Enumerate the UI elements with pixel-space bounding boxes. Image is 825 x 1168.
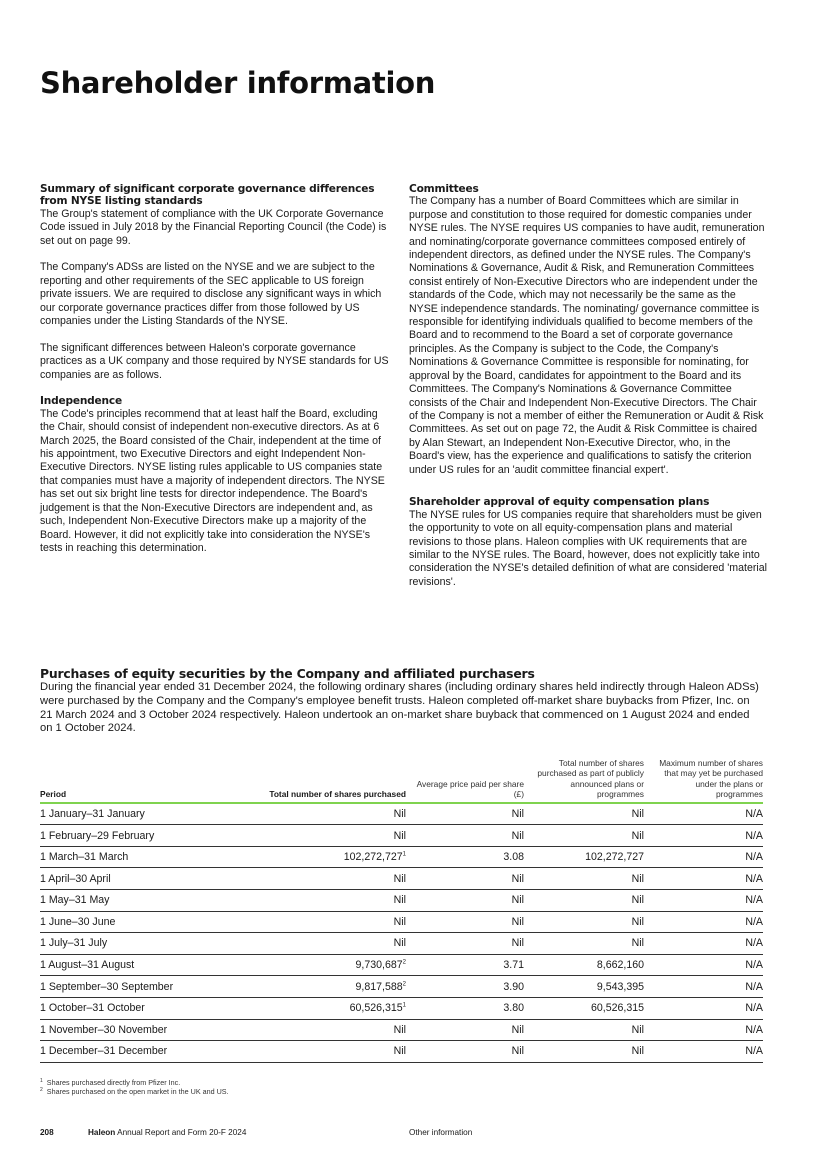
purchases-intro: During the financial year ended 31 December 2024, the following ordinary shares (including ordinary shares held indirectly through Haleon ADSs) were purchased by the Company and the Company's employee benefit trusts. Haleon completed off-market share buybacks from Pfizer, Inc. on 21 March 2024 and 3 October 2024 respectively. Haleon undertook an on-market share buyback that commenced on 1 August 2024 and ended on 1 October 2024. xyxy=(40,681,759,735)
cell-period xyxy=(40,803,240,825)
left-column xyxy=(40,183,395,569)
independence-heading: Independence xyxy=(40,395,122,408)
cell-total-shares xyxy=(240,976,410,998)
cell-plan-shares-value: Nil xyxy=(631,1023,644,1036)
footnote-marker: 1 xyxy=(40,1077,43,1084)
cell-maximum-shares xyxy=(648,825,763,847)
cell-period xyxy=(40,1019,240,1041)
cell-period xyxy=(40,890,240,912)
cell-period xyxy=(40,846,240,868)
cell-maximum-shares-value: N/A xyxy=(745,937,763,950)
cell-average-price xyxy=(410,1019,528,1041)
purchases-section xyxy=(40,667,763,736)
cell-period-value: 1 March–31 March xyxy=(40,851,129,864)
cell-total-shares-value: 60,526,315 xyxy=(349,1002,403,1015)
cell-maximum-shares xyxy=(648,868,763,890)
cell-average-price xyxy=(410,954,528,976)
cell-period xyxy=(40,825,240,847)
cell-total-shares xyxy=(240,803,410,825)
cell-total-shares xyxy=(240,890,410,912)
cell-maximum-shares-value: N/A xyxy=(745,894,763,907)
cell-plan-shares-value: 60,526,315 xyxy=(590,1002,644,1015)
cell-period xyxy=(40,997,240,1019)
cell-maximum-shares-value: N/A xyxy=(745,807,763,820)
cell-plan-shares xyxy=(528,846,648,868)
cell-period-value: 1 October–31 October xyxy=(40,1002,145,1015)
header-average-price: Average price paid per share (£) xyxy=(410,758,528,803)
cell-average-price xyxy=(410,933,528,955)
cell-maximum-shares-value: N/A xyxy=(745,959,763,972)
table-row xyxy=(40,1019,763,1041)
footnote xyxy=(40,1087,229,1096)
table-header-row xyxy=(40,758,763,803)
cell-plan-shares xyxy=(528,933,648,955)
cell-average-price-value: 3.71 xyxy=(503,959,524,972)
cell-average-price xyxy=(410,868,528,890)
cell-maximum-shares xyxy=(648,1019,763,1041)
cell-total-shares xyxy=(240,825,410,847)
footnote xyxy=(40,1078,229,1087)
cell-plan-shares xyxy=(528,954,648,976)
table-row xyxy=(40,890,763,912)
cell-period xyxy=(40,976,240,998)
footer-report-title xyxy=(88,1128,246,1137)
header-period: Period xyxy=(40,758,240,803)
cell-plan-shares xyxy=(528,825,648,847)
cell-maximum-shares xyxy=(648,803,763,825)
cell-maximum-shares xyxy=(648,997,763,1019)
cell-period xyxy=(40,868,240,890)
table-row xyxy=(40,1041,763,1063)
cell-total-shares xyxy=(240,933,410,955)
footer-report-name: Annual Report and Form 20-F 2024 xyxy=(117,1128,247,1137)
summary-paragraph: The Group's statement of compliance with the UK Corporate Governance Code issued in July 2018 by the Financial Reporting Council (the Code) is set out on page 99. xyxy=(40,207,387,247)
cell-plan-shares-value: Nil xyxy=(631,915,644,928)
independence-text: The Code's principles recommend that at least half the Board, excluding the Chair, should consist of independent non-executive directors. As at 6 March 2025, the Board consisted of the Chair, independent at the time of his appointment, two Executive Directors and eight Independent Non-Executive Directors. NYSE listing rules applicable to US companies state that companies must have a majority of independent directors. The NYSE has set out six bright line tests for director independence. The Board's judgement is that the Non-Executive Directors are independent and, as such, Independent Non-Executive Directors make up a majority of the Board. However, it did not explicitly take into consideration the NYSE's tests in reaching this determination. xyxy=(40,407,385,554)
cell-plan-shares xyxy=(528,1041,648,1063)
cell-total-shares xyxy=(240,954,410,976)
cell-plan-shares-value: Nil xyxy=(631,1045,644,1058)
cell-average-price-value: Nil xyxy=(511,829,524,842)
summary-paragraph: The Company's ADSs are listed on the NYSE and we are subject to the reporting and other requirements of the SEC applicable to US foreign private issuers. We are required to disclose any significant ways in which our corporate governance practices differ from those followed by US companies under the Listing Standards of the NYSE. xyxy=(40,261,382,328)
header-total-shares: Total number of shares purchased xyxy=(240,758,410,803)
table-row xyxy=(40,911,763,933)
committees-heading: Committees xyxy=(409,183,479,195)
cell-maximum-shares xyxy=(648,976,763,998)
cell-average-price xyxy=(410,1041,528,1063)
cell-plan-shares-value: Nil xyxy=(631,829,644,842)
header-maximum-shares: Maximum number of shares that may yet be purchased under the plans or programmes xyxy=(648,758,763,803)
cell-maximum-shares xyxy=(648,1041,763,1063)
cell-average-price-value: Nil xyxy=(511,894,524,907)
cell-average-price xyxy=(410,997,528,1019)
footnotes xyxy=(40,1078,229,1096)
cell-average-price xyxy=(410,803,528,825)
page-number: 208 xyxy=(40,1128,54,1137)
cell-plan-shares xyxy=(528,976,648,998)
page-title: Shareholder information xyxy=(40,66,436,100)
table-row xyxy=(40,868,763,890)
cell-maximum-shares-value: N/A xyxy=(745,1045,763,1058)
cell-period-value: 1 August–31 August xyxy=(40,959,135,972)
footer-brand: Haleon xyxy=(88,1128,116,1137)
cell-plan-shares xyxy=(528,868,648,890)
cell-average-price-value: 3.90 xyxy=(503,980,524,993)
cell-plan-shares-value: Nil xyxy=(631,937,644,950)
cell-total-shares xyxy=(240,911,410,933)
cell-plan-shares-value: 102,272,727 xyxy=(585,851,644,864)
cell-total-shares-value: 9,817,588 xyxy=(355,980,403,993)
cell-average-price xyxy=(410,890,528,912)
table-body xyxy=(40,803,763,1063)
footnote-marker: 2 xyxy=(40,1086,43,1093)
table-row xyxy=(40,997,763,1019)
cell-average-price-value: Nil xyxy=(511,937,524,950)
cell-period xyxy=(40,933,240,955)
cell-period-value: 1 June–30 June xyxy=(40,915,116,928)
cell-period-value: 1 July–31 July xyxy=(40,937,108,950)
footer-section: Other information xyxy=(409,1128,473,1137)
cell-average-price-value: 3.80 xyxy=(503,1002,524,1015)
share-purchases-table xyxy=(40,758,763,1063)
footnote-reference: 2 xyxy=(402,959,406,966)
equity-plans-text: The NYSE rules for US companies require that shareholders must be given the opportunity to vote on all equity-compensation plans and material revisions to those plans. Haleon complies with UK requirements that are similar to the NYSE rules. The Board, however, does not explicitly take into consideration the NYSE's detailed definition of what are considered 'material revisions'. xyxy=(409,508,767,588)
cell-maximum-shares xyxy=(648,933,763,955)
table-row xyxy=(40,803,763,825)
cell-total-shares xyxy=(240,868,410,890)
cell-plan-shares xyxy=(528,997,648,1019)
cell-maximum-shares xyxy=(648,911,763,933)
cell-total-shares-value: Nil xyxy=(393,937,406,950)
cell-period-value: 1 November–30 November xyxy=(40,1023,168,1036)
cell-maximum-shares-value: N/A xyxy=(745,829,763,842)
footnote-text: Shares purchased on the open market in the UK and US. xyxy=(46,1087,229,1097)
cell-average-price-value: Nil xyxy=(511,915,524,928)
cell-plan-shares xyxy=(528,911,648,933)
cell-average-price xyxy=(410,846,528,868)
summary-heading: Summary of significant corporate governance differences from NYSE listing standards xyxy=(40,183,375,208)
footnote-text: Shares purchased directly from Pfizer Inc. xyxy=(46,1078,181,1087)
cell-maximum-shares-value: N/A xyxy=(745,915,763,928)
cell-average-price xyxy=(410,825,528,847)
cell-period-value: 1 February–29 February xyxy=(40,829,155,842)
committees-text: The Company has a number of Board Committees which are similar in purpose and constitution to those required for domestic companies under NYSE rules. The NYSE requires US companies to have audit, remuneration and nominating/corporate governance committees composed entirely of independent directors, as defined under the NYSE rules. The Company's Nominations & Governance, Audit & Risk, and Remuneration Committees consist entirely of Non-Executive Directors who are independent under the standards of the Code, which may not necessarily be the same as the NYSE independence standards. The nominating/ governance committee is responsible for identifying individuals qualified to become members of the Board and to recommend to the Board a set of corporate governance principles. As the Company is subject to the Code, the Company's Nominations & Governance Committee is responsible for nominating, for approval by the Board, candidates for appointment to the Board and its Committees. The Company's Nominations & Governance Committee consists of the Chair and Independent Non-Executive Directors. The Chair of the Company is not a member of either the Remuneration or Audit & Risk Committees. As set out on page 72, the Audit & Risk Committee is chaired by Alan Stewart, an Independent Non-Executive Director, who, in the Board's view, has the experience and qualifications to satisfy the criterion under US rules for an 'audit committee financial expert'. xyxy=(409,195,765,476)
equity-plans-heading: Shareholder approval of equity compensation plans xyxy=(409,496,710,509)
cell-total-shares xyxy=(240,846,410,868)
cell-plan-shares xyxy=(528,890,648,912)
cell-total-shares xyxy=(240,1019,410,1041)
footnote-reference: 2 xyxy=(402,981,406,988)
cell-total-shares-value: Nil xyxy=(393,1023,406,1036)
purchases-heading: Purchases of equity securities by the Company and affiliated purchasers xyxy=(40,666,535,681)
header-plan-shares: Total number of shares purchased as part of publicly announced plans or programmes xyxy=(528,758,648,803)
cell-total-shares-value: Nil xyxy=(393,872,406,885)
cell-total-shares-value: Nil xyxy=(393,1045,406,1058)
cell-period-value: 1 December–31 December xyxy=(40,1045,168,1058)
cell-total-shares xyxy=(240,997,410,1019)
cell-maximum-shares-value: N/A xyxy=(745,851,763,864)
cell-average-price-value: Nil xyxy=(511,872,524,885)
table-row xyxy=(40,976,763,998)
cell-total-shares-value: Nil xyxy=(393,829,406,842)
cell-average-price-value: Nil xyxy=(511,1045,524,1058)
cell-maximum-shares xyxy=(648,890,763,912)
cell-total-shares-value: Nil xyxy=(393,807,406,820)
cell-total-shares-value: 9,730,687 xyxy=(355,959,403,972)
cell-total-shares-value: Nil xyxy=(393,915,406,928)
table-row xyxy=(40,933,763,955)
cell-maximum-shares xyxy=(648,954,763,976)
cell-period-value: 1 September–30 September xyxy=(40,980,174,993)
cell-average-price-value: Nil xyxy=(511,807,524,820)
cell-plan-shares-value: Nil xyxy=(631,872,644,885)
cell-period-value: 1 January–31 January xyxy=(40,807,145,820)
footnote-reference: 1 xyxy=(402,1002,406,1009)
cell-plan-shares-value: Nil xyxy=(631,807,644,820)
table-row xyxy=(40,846,763,868)
cell-period xyxy=(40,1041,240,1063)
cell-maximum-shares-value: N/A xyxy=(745,1002,763,1015)
table-row xyxy=(40,954,763,976)
cell-average-price-value: Nil xyxy=(511,1023,524,1036)
cell-total-shares-value: Nil xyxy=(393,894,406,907)
cell-plan-shares xyxy=(528,803,648,825)
cell-maximum-shares-value: N/A xyxy=(745,872,763,885)
cell-average-price-value: 3.08 xyxy=(503,851,524,864)
cell-plan-shares-value: Nil xyxy=(631,894,644,907)
cell-period xyxy=(40,911,240,933)
summary-paragraph: The significant differences between Haleon's corporate governance practices as a UK company and those required by NYSE standards for US companies are as follows. xyxy=(40,341,389,381)
cell-plan-shares-value: 9,543,395 xyxy=(596,980,644,993)
cell-period-value: 1 April–30 April xyxy=(40,872,111,885)
cell-average-price xyxy=(410,976,528,998)
cell-average-price xyxy=(410,911,528,933)
cell-plan-shares-value: 8,662,160 xyxy=(596,959,644,972)
cell-maximum-shares-value: N/A xyxy=(745,1023,763,1036)
cell-maximum-shares xyxy=(648,846,763,868)
cell-period-value: 1 May–31 May xyxy=(40,894,110,907)
cell-maximum-shares-value: N/A xyxy=(745,980,763,993)
cell-total-shares-value: 102,272,727 xyxy=(343,851,403,864)
cell-total-shares xyxy=(240,1041,410,1063)
footnote-reference: 1 xyxy=(402,851,406,858)
cell-period xyxy=(40,954,240,976)
cell-plan-shares xyxy=(528,1019,648,1041)
right-column xyxy=(409,183,767,603)
table-row xyxy=(40,825,763,847)
